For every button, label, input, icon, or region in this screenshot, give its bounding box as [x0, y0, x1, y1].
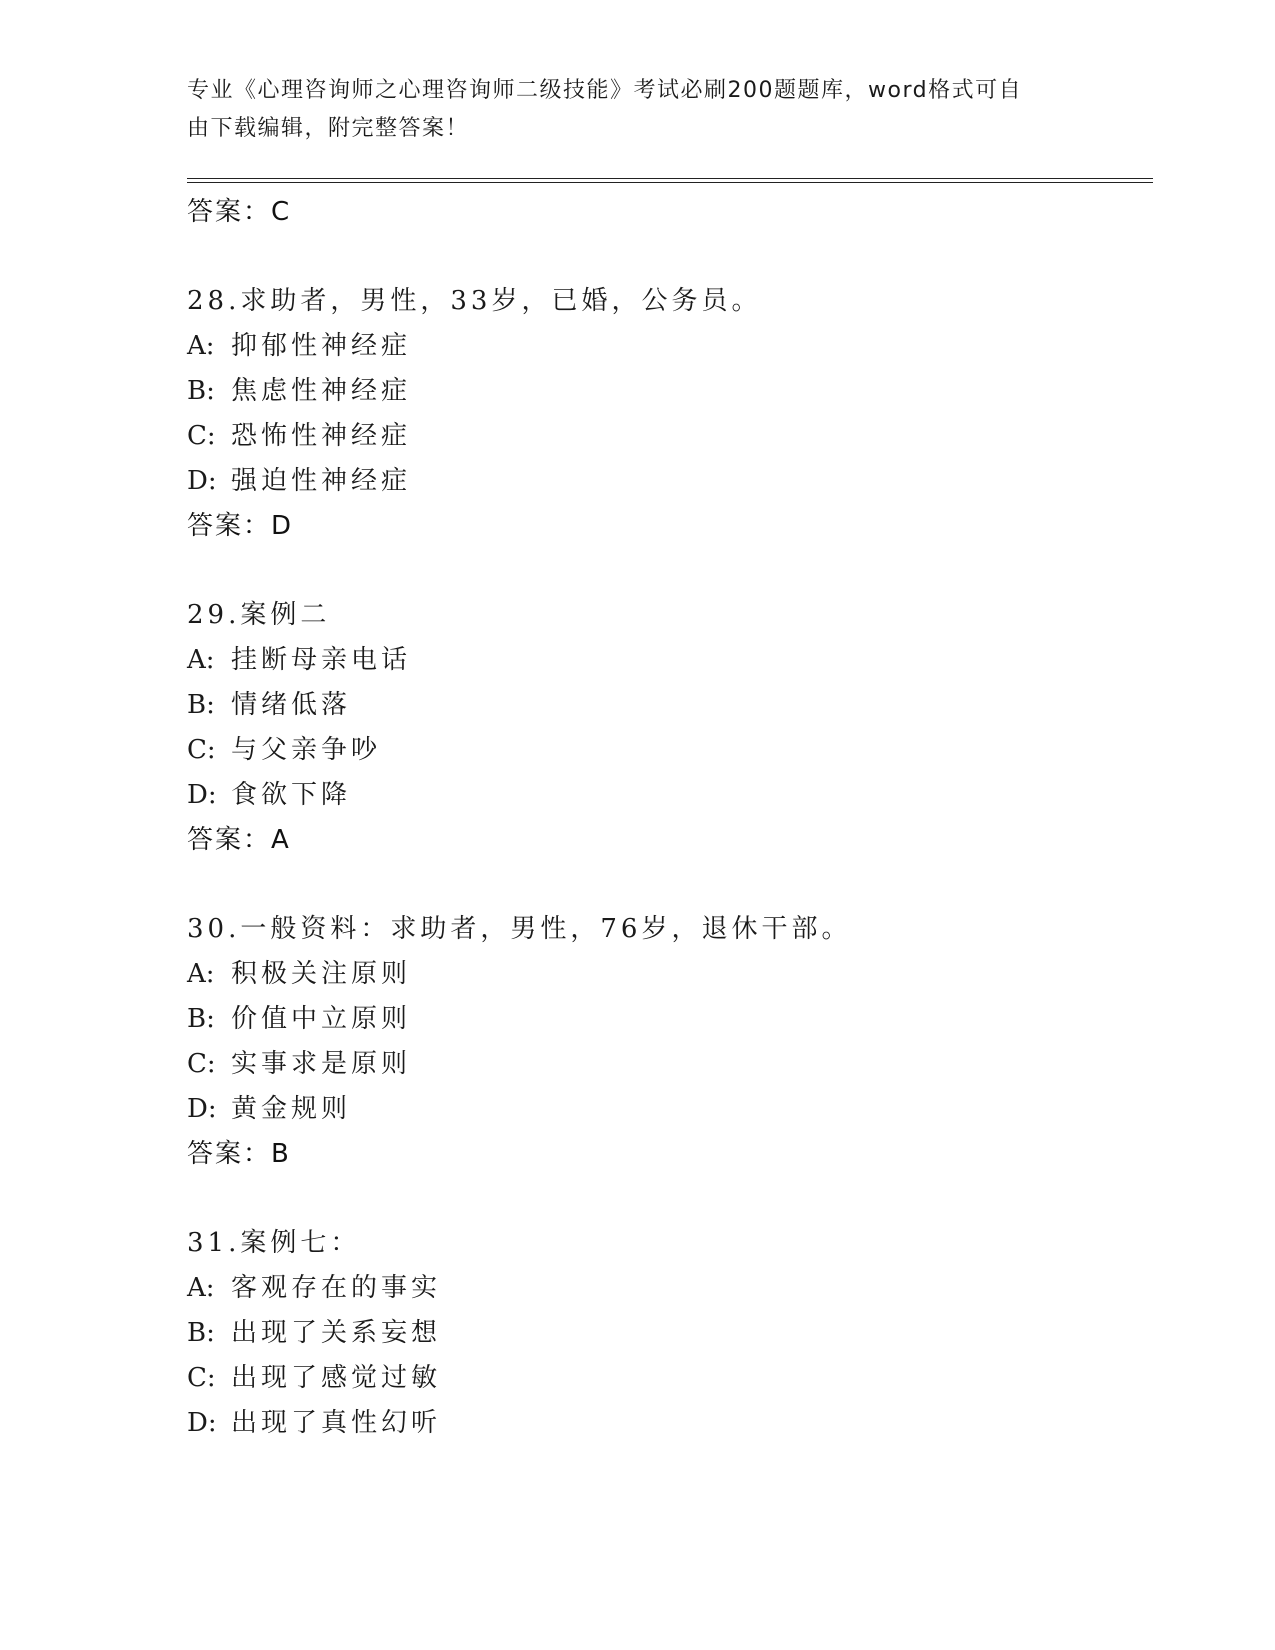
question-number: 28. — [187, 286, 241, 316]
question-list — [187, 190, 1147, 1446]
answer-line — [187, 1132, 1147, 1177]
question-stem — [187, 279, 1147, 324]
option-d — [187, 773, 1147, 818]
option-b — [187, 683, 1147, 728]
option-text: 价值中立原则 — [231, 1004, 412, 1034]
answer-line — [187, 818, 1147, 863]
option-text: 出现了感觉过敏 — [231, 1363, 442, 1393]
question-stem — [187, 907, 1147, 952]
question-text: 案例七： — [240, 1228, 361, 1258]
option-letter: D: — [187, 1094, 217, 1124]
header-line-1: 专业《心理咨询师之心理咨询师二级技能》考试必刷200题题库，word格式可自 — [187, 78, 1023, 103]
option-b — [187, 997, 1147, 1042]
answer-prefix: 答案： — [187, 1139, 272, 1169]
option-d — [187, 1401, 1147, 1446]
answer-value: B — [271, 1139, 291, 1169]
question-number: 31. — [187, 1228, 241, 1258]
option-letter: C: — [187, 1049, 216, 1079]
answer-value: A — [271, 825, 291, 855]
option-text: 客观存在的事实 — [231, 1273, 442, 1303]
option-c — [187, 1042, 1147, 1087]
option-d — [187, 1087, 1147, 1132]
option-letter: A: — [187, 959, 215, 989]
option-b — [187, 1311, 1147, 1356]
option-letter: A: — [187, 645, 215, 675]
option-text: 出现了关系妄想 — [231, 1318, 442, 1348]
question-stem — [187, 593, 1147, 638]
question-number: 30. — [187, 914, 241, 944]
option-a — [187, 952, 1147, 997]
option-letter: D: — [187, 466, 217, 496]
option-text: 恐怖性神经症 — [231, 421, 412, 451]
option-a — [187, 638, 1147, 683]
question-text: 一般资料：求助者，男性，76岁，退休干部。 — [240, 914, 852, 944]
header-line-2: 由下载编辑，附完整答案！ — [187, 116, 470, 141]
option-letter: A: — [187, 331, 215, 361]
question-stem — [187, 1221, 1147, 1266]
option-b — [187, 369, 1147, 414]
answer-value: D — [271, 511, 294, 541]
answer-line — [187, 504, 1147, 549]
question-30 — [187, 907, 1147, 1177]
option-c — [187, 728, 1147, 773]
option-d — [187, 459, 1147, 504]
question-text: 求助者，男性，33岁，已婚，公务员。 — [240, 286, 762, 316]
option-text: 情绪低落 — [231, 690, 352, 720]
option-text: 抑郁性神经症 — [231, 331, 412, 361]
question-28 — [187, 279, 1147, 549]
option-text: 食欲下降 — [231, 780, 352, 810]
option-text: 积极关注原则 — [231, 959, 412, 989]
option-letter: A: — [187, 1273, 215, 1303]
option-text: 焦虑性神经症 — [231, 376, 412, 406]
option-a — [187, 1266, 1147, 1311]
option-text: 挂断母亲电话 — [231, 645, 412, 675]
option-letter: B: — [187, 1004, 215, 1034]
option-letter: D: — [187, 1408, 217, 1438]
answer-value: C — [271, 197, 292, 227]
option-c — [187, 414, 1147, 459]
question-29 — [187, 593, 1147, 863]
header-divider-top — [187, 178, 1153, 179]
option-letter: C: — [187, 735, 216, 765]
option-text: 实事求是原则 — [231, 1049, 412, 1079]
question-text: 案例二 — [240, 600, 331, 630]
option-text: 强迫性神经症 — [231, 466, 412, 496]
option-letter: C: — [187, 421, 216, 451]
option-c — [187, 1356, 1147, 1401]
answer-prefix: 答案： — [187, 825, 272, 855]
question-number: 29. — [187, 600, 241, 630]
option-letter: D: — [187, 780, 217, 810]
answer-prefix: 答案： — [187, 511, 272, 541]
header-divider-bottom — [187, 182, 1153, 183]
option-text: 与父亲争吵 — [231, 735, 382, 765]
option-a — [187, 324, 1147, 369]
option-text: 黄金规则 — [231, 1094, 352, 1124]
document-header — [187, 72, 1067, 148]
answer-line — [187, 190, 1147, 235]
option-letter: C: — [187, 1363, 216, 1393]
option-text: 出现了真性幻听 — [231, 1408, 442, 1438]
answer-prefix: 答案： — [187, 197, 272, 227]
question-31 — [187, 1221, 1147, 1446]
option-letter: B: — [187, 1318, 215, 1348]
option-letter: B: — [187, 690, 215, 720]
option-letter: B: — [187, 376, 215, 406]
